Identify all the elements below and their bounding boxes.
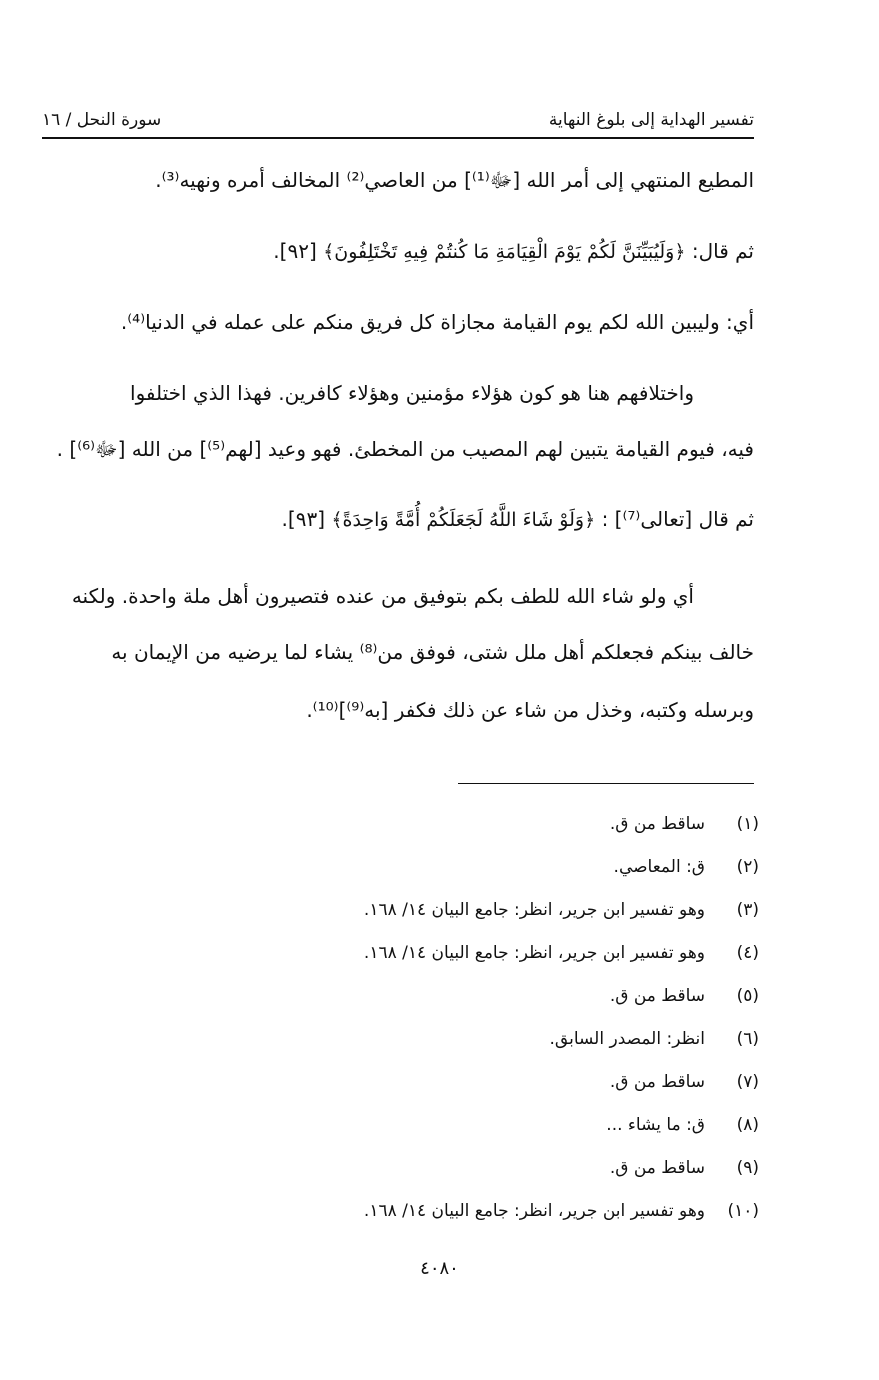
- verse-reference: [٩٢].: [273, 239, 317, 263]
- body-line-9: وبرسله وكتبه، وخذل من شاء عن ذلك فكفر [به⁽⁹⁾]⁽¹⁰⁾.: [306, 698, 754, 722]
- body-line-2: [42, 235, 754, 268]
- body-line-3: أي: وليبين الله لكم يوم القيامة مجازاة كل فريق منكم على عمله في الدنيا⁽⁴⁾.: [120, 310, 754, 334]
- body-line-5: فيه، فيوم القيامة يتبين لهم المصيب من المخطئ. فهو وعيد [لهم⁽⁵⁾] من الله [ﷻ⁽⁶⁾] .: [56, 437, 754, 461]
- body-line-8: خالف بينكم فجعلكم أهل ملل شتى، فوفق من⁽⁸⁾ يشاء لما يرضيه من الإيمان به: [111, 640, 754, 664]
- footnote-text: ق: ما يشاء ...: [606, 1115, 705, 1135]
- surah-label: سورة النحل / ١٦: [42, 110, 162, 130]
- footnote-item: [200, 808, 759, 851]
- body-line-1: المطيع المنتهي إلى أمر الله [ﷻ⁽¹⁾] من العاصي⁽²⁾ المخالف أمره ونهيه⁽³⁾.: [155, 168, 754, 192]
- footnote-number: (٧): [736, 1072, 759, 1092]
- footnote-text: ساقط من ق.: [609, 986, 705, 1006]
- footnote-number: (٥): [736, 986, 759, 1006]
- footnote-number: (٣): [736, 900, 759, 920]
- footnote-number: (٦): [736, 1029, 759, 1049]
- verse-intro: ثم قال [تعالى⁽⁷⁾] :: [601, 507, 754, 531]
- footnote-item: [200, 1023, 759, 1066]
- footnote-item: [200, 1195, 759, 1238]
- footnote-item: [200, 894, 759, 937]
- quran-verse-92: ﴿وَلَيُبَيِّنَنَّ لَكُمْ يَوْمَ الْقِيَامَةِ مَا كُنتُمْ فِيهِ تَخْتَلِفُونَ﴾: [323, 241, 686, 263]
- verse-intro: ثم قال:: [691, 239, 754, 263]
- footnote-item: [200, 1066, 759, 1109]
- footnote-text: وهو تفسير ابن جرير، انظر: جامع البيان ١٤/ ١٦٨.: [363, 900, 705, 920]
- footnote-number: (١٠): [727, 1201, 759, 1221]
- footnote-number: (٢): [736, 857, 759, 877]
- footnote-item: [200, 937, 759, 980]
- footnote-text: انظر: المصدر السابق.: [549, 1029, 705, 1049]
- footnotes-list: [200, 808, 759, 1238]
- footnote-number: (١): [736, 814, 759, 834]
- footnote-item: [200, 1109, 759, 1152]
- footnote-number: (٨): [736, 1115, 759, 1135]
- footnote-text: وهو تفسير ابن جرير، انظر: جامع البيان ١٤/ ١٦٨.: [363, 1201, 705, 1221]
- footnote-item: [200, 851, 759, 894]
- body-line-6: [42, 503, 754, 536]
- quran-verse-93: ﴿وَلَوْ شَاءَ اللَّهُ لَجَعَلَكُمْ أُمَّةً وَاحِدَةً﴾: [331, 509, 596, 531]
- header-divider: [42, 137, 754, 139]
- footnote-text: ق: المعاصي.: [613, 857, 705, 877]
- verse-reference: [٩٣].: [281, 507, 325, 531]
- running-header: [42, 98, 754, 130]
- footnote-item: [200, 980, 759, 1023]
- footnote-text: ساقط من ق.: [609, 814, 705, 834]
- body-line-4: واختلافهم هنا هو كون هؤلاء مؤمنين وهؤلاء كافرين. فهذا الذي اختلفوا: [130, 381, 694, 405]
- footnote-number: (٤): [736, 943, 759, 963]
- footnote-text: ساقط من ق.: [609, 1072, 705, 1092]
- book-title: تفسير الهداية إلى بلوغ النهاية: [548, 110, 754, 130]
- footnote-number: (٩): [736, 1158, 759, 1178]
- body-line-7: أي ولو شاء الله للطف بكم بتوفيق من عنده فتصيرون أهل ملة واحدة. ولكنه: [71, 584, 694, 608]
- footnote-divider: [458, 783, 754, 784]
- footnote-text: وهو تفسير ابن جرير، انظر: جامع البيان ١٤/ ١٦٨.: [363, 943, 705, 963]
- footnote-item: [200, 1152, 759, 1195]
- footnote-text: ساقط من ق.: [609, 1158, 705, 1178]
- page-number: ٤٠٨٠: [420, 1258, 459, 1279]
